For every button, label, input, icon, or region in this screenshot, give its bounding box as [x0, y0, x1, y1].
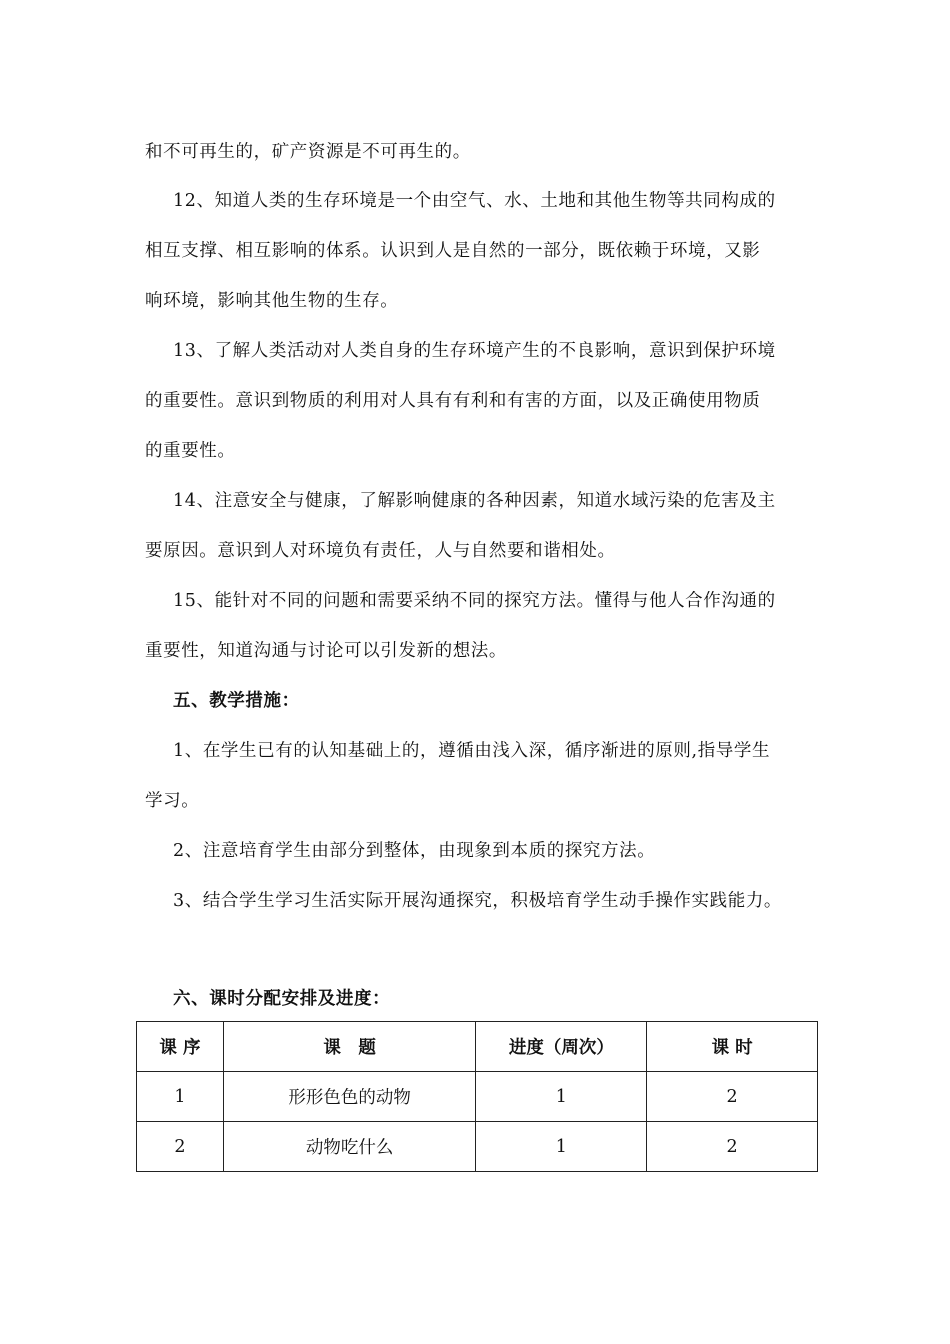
- table-cell: 2: [647, 1122, 818, 1172]
- text-line: 2、注意培育学生由部分到整体，由现象到本质的探究方法。: [173, 841, 656, 861]
- text-line: 3、结合学生学习生活实际开展沟通探究，积极培育学生动手操作实践能力。: [173, 891, 783, 911]
- column-header: 课 时: [647, 1022, 818, 1072]
- table-cell: 1: [137, 1072, 224, 1122]
- table-cell: 2: [137, 1122, 224, 1172]
- table-row: [137, 1122, 818, 1172]
- text-line: 15、能针对不同的问题和需要采纳不同的探究方法。懂得与他人合作沟通的: [173, 591, 776, 611]
- table-cell: 1: [476, 1072, 647, 1122]
- section-heading: 六、课时分配安排及进度：: [173, 989, 391, 1009]
- text-line: 和不可再生的，矿产资源是不可再生的。: [145, 142, 471, 162]
- text-line: 要原因。意识到人对环境负有责任，人与自然要和谐相处。: [145, 541, 616, 561]
- table-cell: 2: [647, 1072, 818, 1122]
- table-cell: 形形色色的动物: [223, 1072, 476, 1122]
- text-line: 的重要性。: [145, 441, 236, 461]
- column-header: 课 序: [137, 1022, 224, 1072]
- text-line: 13、了解人类活动对人类自身的生存环境产生的不良影响，意识到保护环境: [173, 341, 776, 361]
- text-line: 学习。: [145, 791, 200, 811]
- text-line: 1、在学生已有的认知基础上的，遵循由浅入深，循序渐进的原则,指导学生: [173, 741, 771, 761]
- schedule-table: [136, 1021, 818, 1172]
- table-cell: 1: [476, 1122, 647, 1172]
- column-header: 课 题: [223, 1022, 476, 1072]
- table-header-row: [137, 1022, 818, 1072]
- table-row: [137, 1072, 818, 1122]
- section-heading: 五、教学措施：: [173, 691, 300, 711]
- text-line: 重要性，知道沟通与讨论可以引发新的想法。: [145, 641, 507, 661]
- text-line: 相互支撑、相互影响的体系。认识到人是自然的一部分，既依赖于环境，又影: [145, 241, 761, 261]
- table-cell: 动物吃什么: [223, 1122, 476, 1172]
- column-header: 进度（周次）: [476, 1022, 647, 1072]
- text-line: 14、注意安全与健康，了解影响健康的各种因素，知道水域污染的危害及主: [173, 491, 776, 511]
- text-line: 响环境，影响其他生物的生存。: [145, 291, 399, 311]
- text-line: 12、知道人类的生存环境是一个由空气、水、土地和其他生物等共同构成的: [173, 191, 776, 211]
- text-line: 的重要性。意识到物质的利用对人具有有利和有害的方面，以及正确使用物质: [145, 391, 761, 411]
